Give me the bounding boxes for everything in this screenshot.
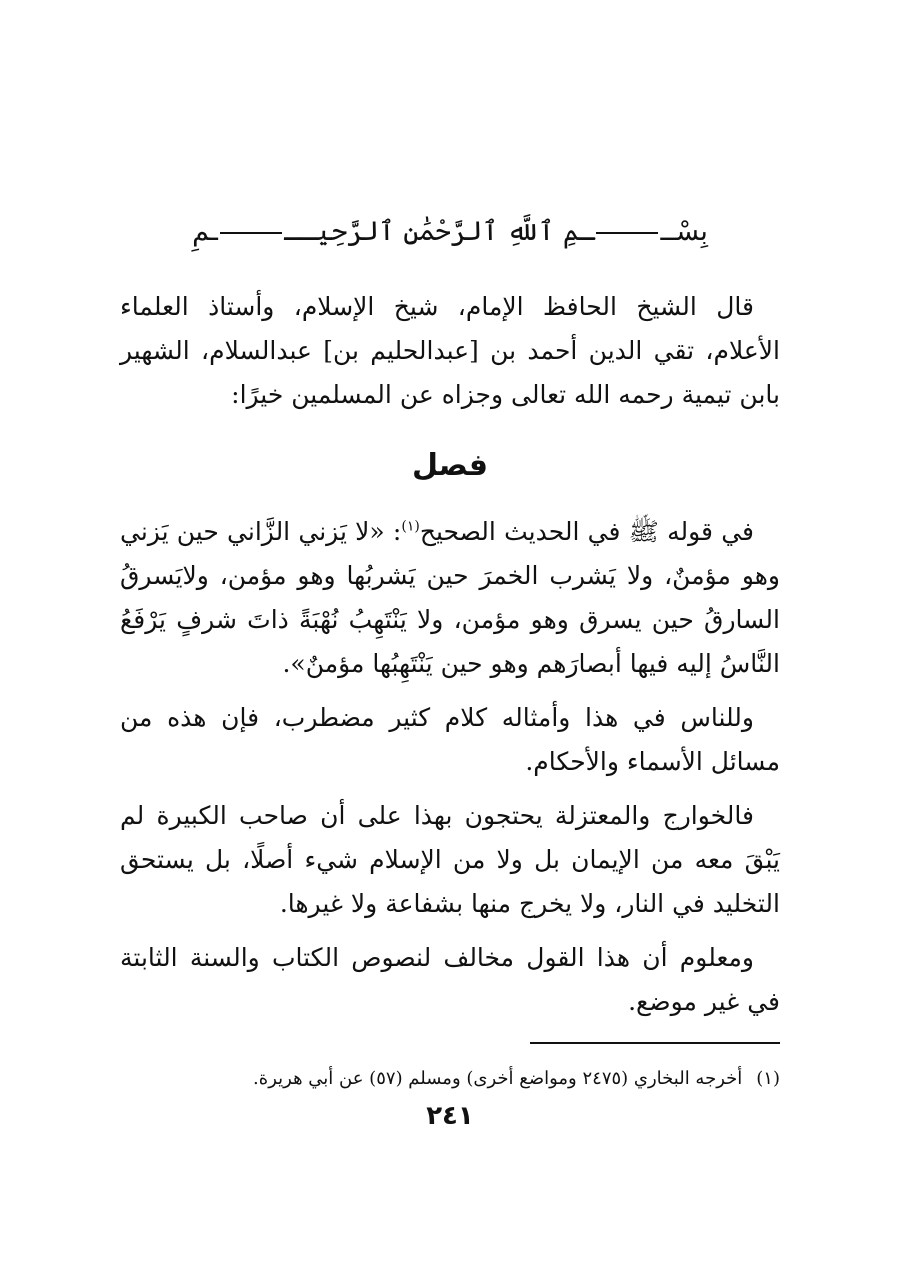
page-number: ٢٤١ xyxy=(426,1101,474,1131)
footnote-marker: (١) xyxy=(756,1068,780,1089)
paragraph-2-text: وللناس في هذا وأمثاله كلام كثير مضطرب، فإن هذه من مسائل الأسماء والأحكام. xyxy=(120,703,780,776)
paragraph-hadith xyxy=(120,510,780,686)
basmala-part-1: بِسْــ xyxy=(660,216,708,247)
footnote-reference: (١) xyxy=(401,518,420,535)
paragraph-2 xyxy=(120,696,780,784)
paragraph-3 xyxy=(120,794,780,926)
paragraph-3-text: فالخوارج والمعتزلة يحتجون بهذا على أن صاحب الكبيرة لم يَبْقَ معه من الإيمان بل ولا من الإسلام شيء أصلًا، بل يستحق التخليد في النار، ولا يخرج منها بشفاعة ولا غيرها. xyxy=(120,801,780,918)
paragraph-4 xyxy=(120,936,780,1024)
kashida-stroke xyxy=(220,232,282,234)
hadith-quote: : «لا يَزني الزَّاني حين يَزني وهو مؤمنٌ، ولا يَشرب الخمرَ حين يَشربُها وهو مؤمن، ولايَسرقُ السارقُ حين يسرق وهو مؤمن، ولا يَنْتَهِبُ نُهْبَةً ذاتَ شرفٍ يَرْفَعُ النَّاسُ إليه فيها أبصارَهم وهو حين يَنْتَهِبُها مؤمنٌ». xyxy=(120,517,780,678)
footnote-divider xyxy=(530,1042,780,1044)
book-page xyxy=(120,0,780,1271)
intro-paragraph xyxy=(120,285,780,417)
section-heading: فصل xyxy=(412,448,488,483)
hadith-lead: في قوله ﷺ في الحديث الصحيح xyxy=(419,517,754,546)
kashida-stroke xyxy=(596,232,658,234)
intro-text: قال الشيخ الحافظ الإمام، شيخ الإسلام، وأستاذ العلماء الأعلام، تقي الدين أحمد بن [عبدالحليم بن] عبدالسلام، الشهير بابن تيمية رحمه الله تعالى وجزاه عن المسلمين خيرًا: xyxy=(120,292,780,409)
paragraph-hadith-text xyxy=(120,510,780,686)
footnote xyxy=(120,1064,780,1094)
footnote-text: أخرجه البخاري (٢٤٧٥ ومواضع أخرى) ومسلم (٥٧) عن أبي هريرة. xyxy=(253,1068,743,1089)
paragraph-4-text: ومعلوم أن هذا القول مخالف لنصوص الكتاب والسنة الثابتة في غير موضع. xyxy=(120,943,780,1016)
basmala-part-3: ـمِ xyxy=(192,216,218,247)
basmala-header xyxy=(120,212,780,252)
basmala-part-2: ـمِ ٱللَّهِ ٱلرَّحْمَٰنِ ٱلرَّحِيــ xyxy=(283,216,595,247)
